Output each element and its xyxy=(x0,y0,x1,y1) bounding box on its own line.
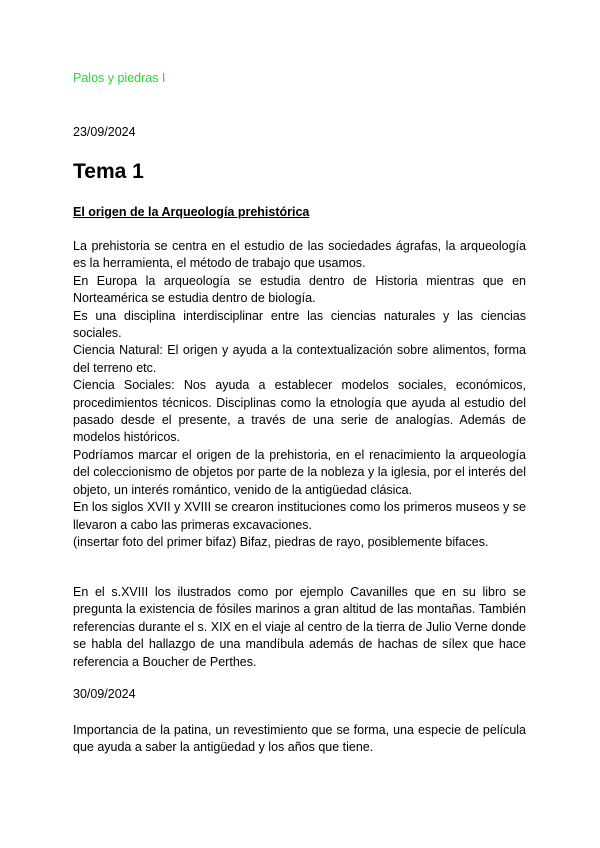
page-title: Tema 1 xyxy=(73,160,144,183)
paragraph: Podríamos marcar el origen de la prehistoria, en el renacimiento la arqueología del coleccionismo de objetos por parte de la nobleza y la iglesia, por el interés del objeto, un interés romántico, venido de la antigüedad clásica. xyxy=(73,447,526,497)
paragraph: Es una disciplina interdisciplinar entre las ciencias naturales y las ciencias sociales. xyxy=(73,308,526,341)
paragraph: En el s.XVIII los ilustrados como por ejemplo Cavanilles que en su libro se pregunta la existencia de fósiles marinos a gran altitud de las montañas. También referencias durante el s. XIX en el viaje al centro de la tierra de Julio Verne donde se habla del hallazgo de una mandíbula además de hachas de sílex que hace referencia a Boucher de Perthes. xyxy=(73,585,526,669)
date-entry: 30/09/2024 xyxy=(73,687,136,701)
header-label: Palos y piedras I xyxy=(73,71,166,85)
paragraph: En los siglos XVII y XVIII se crearon instituciones como los primeros museos y se llevaron a cabo las primeras excavaciones. xyxy=(73,500,526,532)
body-block xyxy=(73,722,526,757)
paragraph: (insertar foto del primer bifaz) Bifaz, piedras de rayo, posiblemente bifaces. xyxy=(73,534,489,549)
paragraph: En Europa la arqueología se estudia dentro de Historia mientras que en Norteamérica se estudia dentro de biología. xyxy=(73,273,526,306)
body-block xyxy=(73,238,526,551)
paragraph: Ciencia Sociales: Nos ayuda a establecer modelos sociales, económicos, procedimientos técnicos. Disciplinas como la etnología que ayuda al estudio del pasado desde el presente, a través de una serie de analogías. Además de modelos históricos. xyxy=(73,378,526,445)
body-block xyxy=(73,584,526,671)
section-subtitle: El origen de la Arqueología prehistórica xyxy=(73,205,310,219)
date-entry: 23/09/2024 xyxy=(73,125,136,139)
paragraph: La prehistoria se centra en el estudio de las sociedades ágrafas, la arqueología es la herramienta, el método de trabajo que usamos. xyxy=(73,239,526,271)
paragraph: Ciencia Natural: El origen y ayuda a la contextualización sobre alimentos, forma del terreno etc. xyxy=(73,343,526,375)
paragraph: Importancia de la patina, un revestimiento que se forma, una especie de película que ayuda a saber la antigüedad y los años que tiene. xyxy=(73,723,526,755)
